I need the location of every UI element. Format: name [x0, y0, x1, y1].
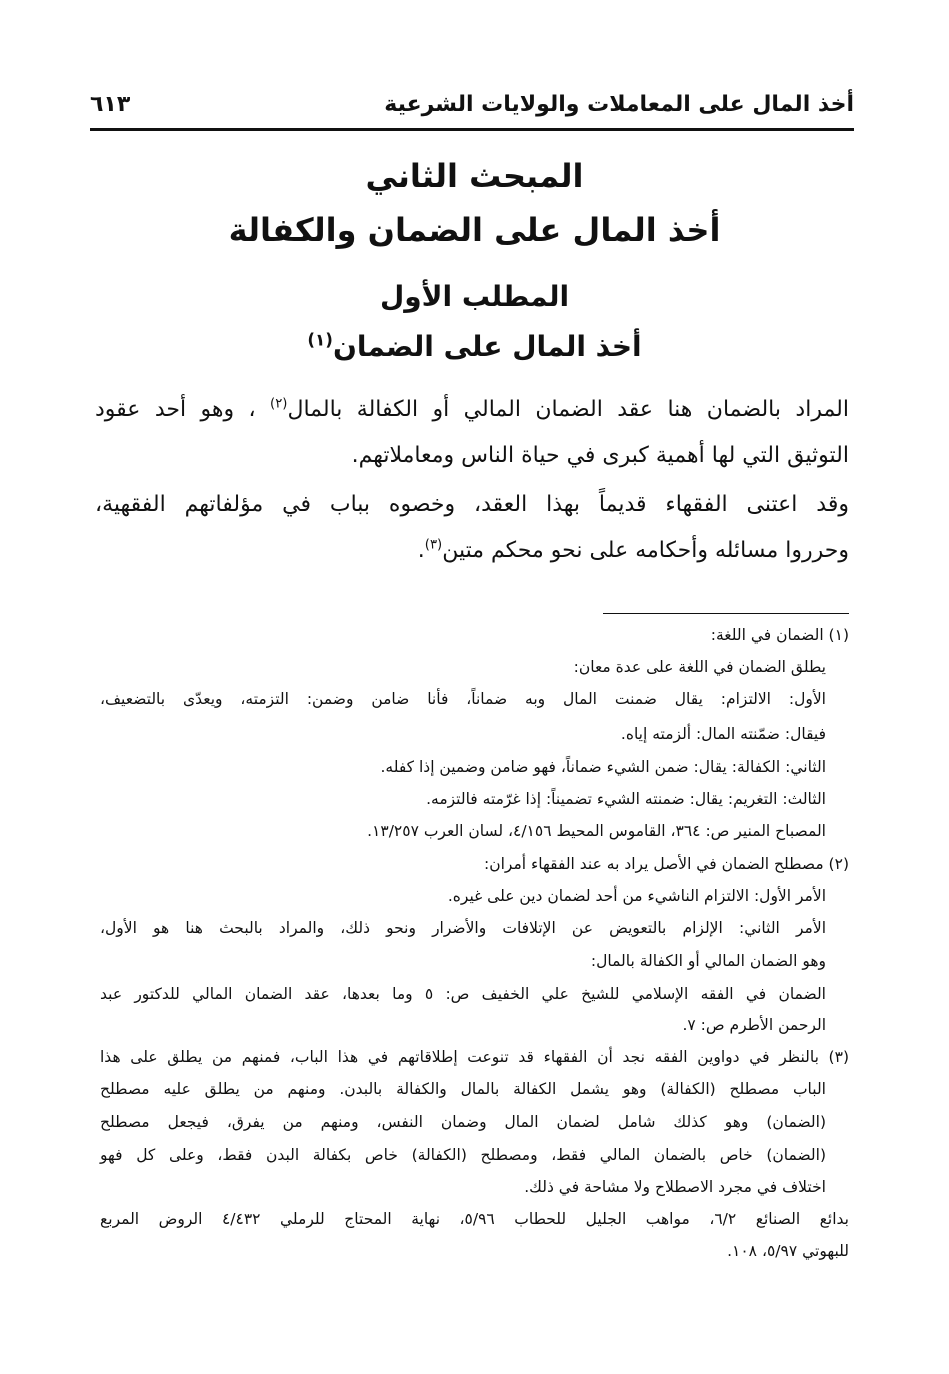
- body-line: وقد اعتنى الفقهاء قديماً بهذا العقد، وخصوه بباب في مؤلفاتهم الفقهية،: [95, 492, 849, 517]
- footnote-line: المصباح المنير ص: ٣٦٤، القاموس المحيط ٤/١٥٦، لسان العرب ١٣/٢٥٧.: [367, 822, 826, 840]
- footnote-divider: [603, 613, 849, 614]
- subsection-title-text: أخذ المال على الضمان: [332, 330, 642, 363]
- running-title: أخذ المال على المعاملات والولايات الشرعية: [384, 92, 854, 117]
- footnote-line: الرحمن الأطرم ص: ٧.: [682, 1016, 826, 1034]
- footnote-line: (١) الضمان في اللغة:: [710, 626, 849, 644]
- subsection-title: [0, 330, 949, 363]
- body-line: [95, 538, 849, 563]
- footnote-ref-3: (٣): [424, 537, 443, 553]
- section-heading: المبحث الثاني: [365, 157, 584, 195]
- footnote-line: بدائع الصنائع ٦/٢، مواهب الجليل للحطاب ٥/٩٦، نهاية المحتاج للرملي ٤/٤٣٢ الروض المربع: [100, 1210, 849, 1228]
- body-text-segment: المراد بالضمان هنا عقد الضمان المالي أو الكفالة بالمال: [287, 397, 849, 422]
- footnote-line: يطلق الضمان في اللغة على عدة معان:: [573, 658, 826, 676]
- footnote-line: الأمر الأول: الالتزام الناشيء من أحد لضمان دين على غيره.: [447, 887, 826, 905]
- footnote-line: (الضمان) وهو كذلك شامل لضمان المال وضمان النفس، ومنهم من يفرق، فيجعل مصطلح: [100, 1113, 826, 1131]
- body-text-segment: وحرروا مسائله وأحكامه على نحو محكم متين: [442, 538, 849, 563]
- body-text-segment: ، وهو أحد عقود: [95, 397, 256, 422]
- footnote-line: (٢) مصطلح الضمان في الأصل يراد به عند الفقهاء أمران:: [484, 855, 849, 873]
- body-line: [95, 397, 849, 422]
- body-text-segment: .: [417, 538, 425, 563]
- footnote-line: (الضمان) خاص بالضمان المالي فقط، ومصطلح (الكفالة) خاص بكفالة البدن فقط، وعلى كل فهو: [100, 1146, 826, 1164]
- footnote-line: وهو الضمان المالي أو الكفالة بالمال:: [590, 952, 826, 970]
- header-divider: [90, 128, 854, 131]
- footnote-line: (٣) بالنظر في دواوين الفقه نجد أن الفقهاء قد تنوعت إطلاقاتهم في هذا الباب، فمنهم من يطلق على هذا: [100, 1048, 849, 1066]
- footnote-line: الأمر الثاني: الإلزام بالتعويض عن الإتلافات والأضرار ونحو ذلك، والمراد بالبحث هنا هو الأول،: [100, 919, 826, 937]
- footnote-ref-2: (٢): [270, 396, 288, 412]
- footnote-line: الثاني: الكفالة: يقال: ضمن الشيء ضماناً، فهو ضامن وضمين إذا كفله.: [380, 758, 826, 776]
- running-header: [90, 92, 854, 126]
- section-title: أخذ المال على الضمان والكفالة: [228, 211, 721, 249]
- footnote-line: الباب مصطلح (الكفالة) وهو يشمل الكفالة بالمال والكفالة بالبدن. ومنهم من يطلق عليه مصطلح: [100, 1080, 826, 1098]
- footnote-line: اختلاف في مجرد الاصطلاح ولا مشاحة في ذلك.: [524, 1178, 826, 1196]
- footnote-line: الأول: الالتزام: يقال ضمنت المال وبه ضماناً، فأنا ضامن وضمن: التزمته، ويعدّى بالتضعيف،: [100, 690, 826, 708]
- footnote-ref-1: (١): [307, 329, 333, 350]
- footnote-line: للبهوتي ٥/٩٧، ١٠٨.: [727, 1242, 849, 1260]
- page-number: ٦١٣: [90, 92, 131, 117]
- subsection-heading: المطلب الأول: [379, 280, 570, 313]
- footnote-line: الضمان في الفقه الإسلامي للشيخ علي الخفيف ص: ٥ وما بعدها، عقد الضمان المالي للدكتور عبد: [100, 985, 826, 1003]
- footnote-line: فيقال: ضمّنته المال: ألزمته إياه.: [620, 725, 826, 743]
- footnote-line: الثالث: التغريم: يقال: ضمنته الشيء تضميناً: إذا غرّمته فالتزمه.: [426, 790, 826, 808]
- body-line: التوثيق التي لها أهمية كبرى في حياة الناس ومعاملاتهم.: [351, 443, 849, 468]
